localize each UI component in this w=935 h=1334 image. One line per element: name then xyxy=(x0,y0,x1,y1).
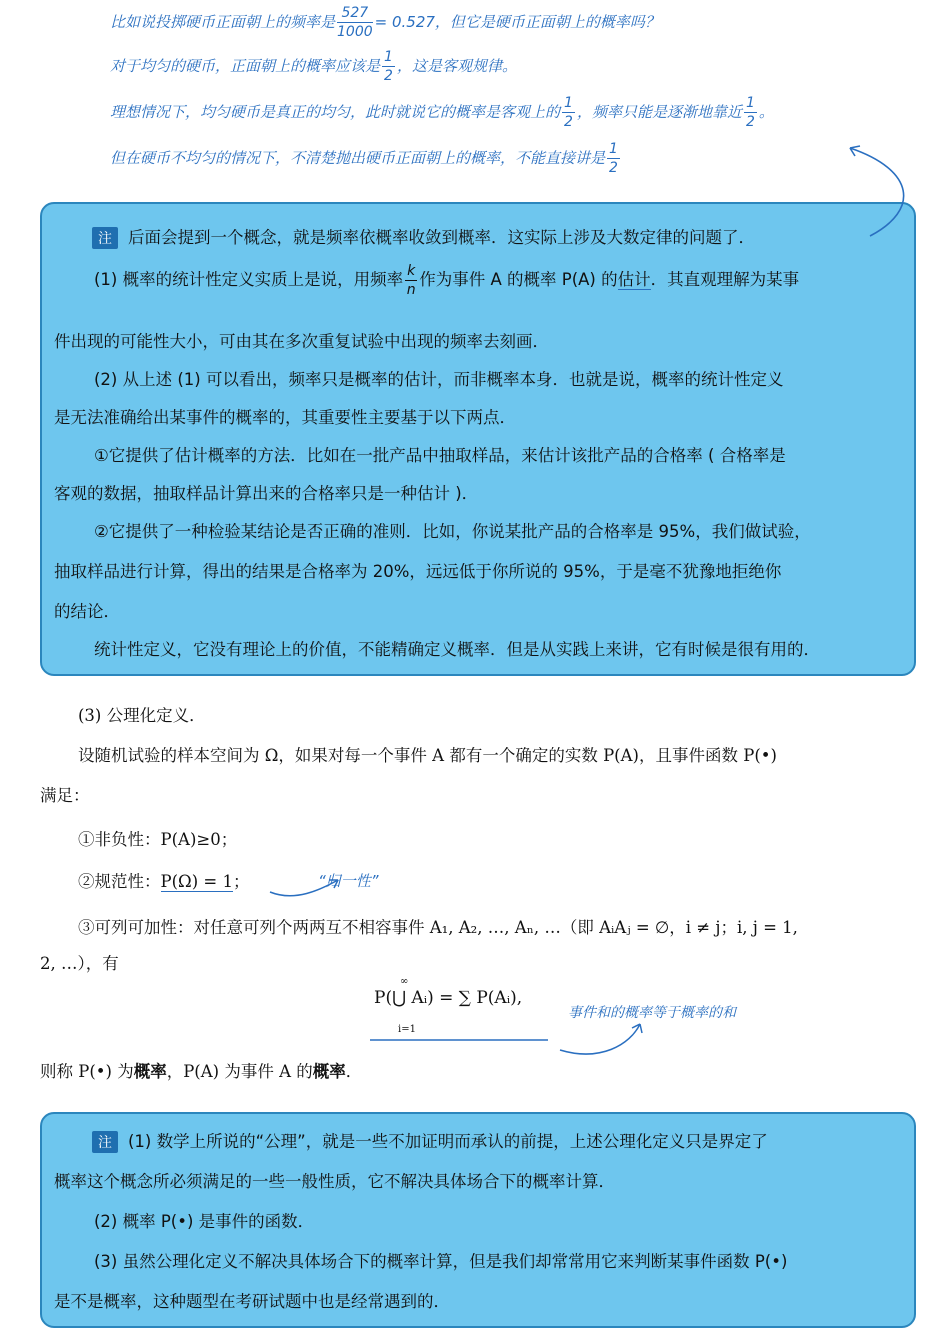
fraction: $\frac{1}{2}$ xyxy=(745,95,755,130)
arrow-top-head xyxy=(850,146,860,156)
underlined-estimate: 估计 xyxy=(617,270,651,289)
formula-sup: ∞ xyxy=(400,976,409,987)
fraction: $\frac{1}{2}$ xyxy=(609,141,618,176)
note1-line-2: (1) 概率的统计性定义实质上是说，用频率 $\frac{k}{n}$ 作为事件 A 的概率 P(A) 的估计．其直观理解为某事 xyxy=(94,263,800,298)
note1-line-4: (2) 从上述 (1) 可以看出，频率只是概率的估计，而非概率本身．也就是说，概率的统计性定义 xyxy=(94,370,784,389)
note1-line-1: 注 后面会提到一个概念，就是频率依概率收敛到概率．这实际上涉及大数定律的问题了． xyxy=(92,224,755,249)
note2-line-3: (2) 概率 P(•) 是事件的函数． xyxy=(94,1212,315,1231)
main-line-7: 2, …），有 xyxy=(40,954,119,973)
note1-line-7: 客观的数据，抽取样品计算出来的合格率只是一种估计 )． xyxy=(54,484,479,503)
main-line-2: 设随机试验的样本空间为 Ω，如果对每一个事件 A 都有一个确定的实数 P(A)，且事件函数 P(•) xyxy=(78,746,777,765)
hand-line-2: 对于均匀的硬币，正面朝上的概率应该是 $\frac{1}{2}$ ，这是客观规律。 xyxy=(110,49,517,84)
fraction: $\frac{k}{n}$ xyxy=(406,263,416,298)
note1-line-9: 抽取样品进行计算，得出的结果是合格率为 20%，远远低于你所说的 95%，于是毫不犹豫地拒绝你 xyxy=(54,562,782,581)
hand-line-1: 比如说投掷硬币正面朝上的频率是 $\frac{527}{1000}$ = 0.527，但它是硬币正面朝上的概率吗？ xyxy=(110,5,660,40)
main-line-4: ①非负性：P(A)≥0； xyxy=(78,830,238,849)
note2-line-5: 是不是概率，这种题型在考研试题中也是经常遇到的． xyxy=(54,1292,450,1311)
hand-line-4: 但在硬币不均匀的情况下，不清楚抛出硬币正面朝上的概率，不能直接讲是 $\frac{1}{2}$ xyxy=(110,141,618,176)
note1-line-11: 统计性定义，它没有理论上的价值，不能精确定义概率．但是从实践上来讲，它有时候是很有用的． xyxy=(94,640,820,659)
arrow-formula-head xyxy=(632,1024,642,1033)
note1-line-3: 件出现的可能性大小，可由其在多次重复试验中出现的频率去刻画． xyxy=(54,332,549,351)
main-line-6: ③可列可加性：对任意可列个两两互不相容事件 A₁, A₂, …, Aₙ, …（即 AᵢAⱼ = ∅，i ≠ j；i, j = 1, xyxy=(78,918,798,937)
note-box-1 xyxy=(40,202,916,676)
note2-line-2: 概率这个概念所必须满足的一些一般性质，它不解决具体场合下的概率计算． xyxy=(54,1172,615,1191)
note1-line-5: 是无法准确给出某事件的概率的，其重要性主要基于以下两点． xyxy=(54,408,516,427)
fraction: $\frac{1}{2}$ xyxy=(564,95,573,130)
note1-line-10: 的结论． xyxy=(54,602,120,621)
fraction: $\frac{527}{1000}$ xyxy=(337,5,373,40)
underlined-normalization: P(Ω) = 1 xyxy=(160,872,233,891)
hand-formula-note: 事件和的概率等于概率的和 xyxy=(568,1005,736,1021)
formula-sub: i=1 xyxy=(398,1024,416,1035)
note-box-2 xyxy=(40,1112,916,1328)
main-line-1: (3) 公理化定义． xyxy=(78,706,206,725)
note1-line-6: ①它提供了估计概率的方法．比如在一批产品中抽取样品，来估计该批产品的合格率 ( 合格率是 xyxy=(94,446,786,465)
note-tag: 注 xyxy=(92,227,118,249)
arrow-formula xyxy=(560,1024,640,1054)
formula: P(⋃ Aᵢ) = ∑ P(Aᵢ), xyxy=(374,988,523,1008)
main-line-3: 满足： xyxy=(40,786,90,805)
note2-line-1: 注 (1) 数学上所说的“公理”，就是一些不加证明而承认的前提，上述公理化定义只是界定了 xyxy=(92,1128,768,1153)
note2-line-4: (3) 虽然公理化定义不解决具体场合下的概率计算，但是我们却常常用它来判断某事件函数 P(•) xyxy=(94,1252,788,1271)
note-tag: 注 xyxy=(92,1131,118,1153)
fraction: $\frac{1}{2}$ xyxy=(384,49,393,84)
main-line-8: 则称 P(•) 为概率，P(A) 为事件 A 的概率． xyxy=(40,1062,363,1081)
hand-line-3: 理想情况下，均匀硬币是真正的均匀，此时就说它的概率是客观上的 $\frac{1}{2}$ ，频率只能是逐渐地靠近 $\frac{1}{2}$ 。 xyxy=(110,95,774,130)
note1-line-8: ②它提供了一种检验某结论是否正确的准则．比如，你说某批产品的合格率是 95%，我们做试验， xyxy=(94,522,811,541)
main-line-5: ②规范性：P(Ω) = 1； xyxy=(78,872,250,891)
hand-normalization-note: “归一性” xyxy=(318,872,379,890)
